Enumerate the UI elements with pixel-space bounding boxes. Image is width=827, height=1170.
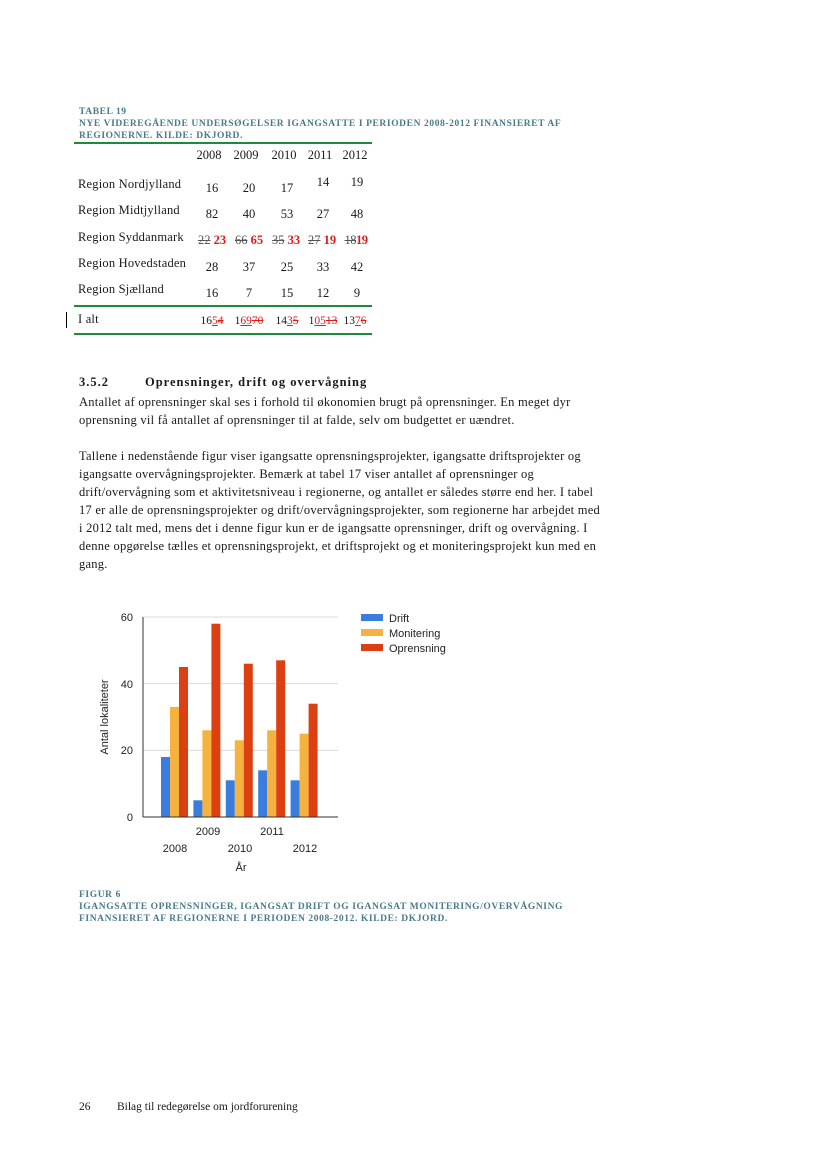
inserted-value: 65 [250,233,264,247]
page-footer [79,1101,298,1113]
figure-caption-title: IGANGSATTE OPRENSNINGER, IGANGSAT DRIFT OG IGANGSAT MONITERING/OVERVÅGNING [79,902,564,912]
row-label-midtjylland: Region Midtjylland [78,203,180,217]
inserted-value: 7 [355,315,361,327]
table-cell: 82 [205,207,219,221]
inserted-value: 69 [240,315,252,327]
table-cell: 37 [242,260,256,274]
text-line: Tallene i nedenstående figur viser igangsatte oprensningsprojekter, igangsatte driftsprojekter og [79,449,581,463]
row-label-sjaelland: Region Sjælland [78,282,164,296]
table-cell: 16 [205,286,219,300]
inserted-value: 19 [323,233,337,247]
deleted-value: 6 [360,315,367,327]
table-cell: 19 [350,175,364,189]
bar-monitering-2011 [267,730,276,817]
x-tick-label: 2011 [260,826,284,838]
legend-swatch-oprensning [361,644,383,651]
inserted-value: 05 [314,315,326,327]
x-tick-label: 2008 [162,843,188,855]
inserted-value: 19 [356,233,368,247]
bar-drift-2010 [226,780,235,817]
total-value: 14 [275,315,287,327]
table-cell: 53 [280,207,294,221]
x-tick-label: 2010 [227,843,253,855]
figure-caption-number: FIGUR 6 [79,890,121,900]
year-header-2011: 2011 [307,148,333,162]
table-cell: 14 [316,175,330,189]
bar-drift-2008 [161,757,170,817]
bar-oprensning-2011 [276,660,285,817]
row-label-nordjylland: Region Nordjylland [78,177,182,191]
table-cell: 28 [205,260,219,274]
table-cell: 12 [316,286,330,300]
x-tick-label: 2009 [195,826,221,838]
text-line: gang. [79,557,108,571]
deleted-value: 35 [271,233,285,247]
year-header-2012: 2012 [342,148,368,162]
deleted-value: 4 [217,315,224,327]
x-tick-label: 2012 [292,843,318,855]
section-number: 3.5.2 [79,375,109,389]
table-cell: 40 [242,207,256,221]
table-cell: 16 [205,181,219,195]
legend-swatch-drift [361,614,383,621]
table-cell: 9 [353,286,361,300]
table-cell: 33 [316,260,330,274]
table-cell: 25 [280,260,294,274]
y-tick-label: 40 [120,679,133,691]
year-header-2009: 2009 [233,148,259,162]
inserted-value: 33 [287,233,301,247]
table-cell: 27 [316,207,330,221]
bar-drift-2009 [193,800,202,817]
deleted-value: 18 [344,233,356,247]
text-line: denne opgørelse tælles et oprensningsprojekt, et driftsprojekt og et moniteringsprojekt kun med en [79,539,597,553]
total-value: 16 [200,315,212,327]
y-tick-label: 20 [120,745,133,757]
page-number: 26 [79,1101,91,1113]
bar-oprensning-2012 [309,704,318,817]
table-cell: 15 [280,286,294,300]
text-line: i 2012 talt med, mens det i denne figur kun er de igangsatte oprensninger, drift og overvågning. I [79,521,588,535]
y-axis-label: Antal lokaliteter [99,679,111,755]
inserted-value: 5 [212,315,218,327]
row-label-hovedstaden: Region Hovedstaden [78,256,187,270]
deleted-value: 22 [197,233,211,247]
deleted-value: 13 [325,315,338,327]
table-cell: 20 [242,181,256,195]
chart-bars [161,624,318,817]
figure-caption [79,889,563,925]
text-line: drift/overvågning som et aktivitetsniveau i regionerne, og antallet er således større end her. I tabel [79,485,594,499]
table-cell: 7 [245,286,253,300]
inserted-value: 23 [213,233,227,247]
legend-label-drift: Drift [389,613,410,625]
text-line: 17 er alle de oprensningsprojekter og drift/overvågningsprojekter, som regionerne har arbejdet med [79,503,601,517]
figure-caption-title-cont: FINANSIERET AF REGIONERNE I PERIODEN 2008-2012. KILDE: DKJORD. [79,914,448,924]
year-header-2008: 2008 [196,148,222,162]
bar-oprensning-2009 [211,624,220,817]
total-value: 1 [234,315,241,327]
y-tick-label: 60 [120,612,133,624]
y-tick-label: 0 [126,812,133,824]
bar-monitering-2008 [170,707,179,817]
bar-drift-2012 [291,780,300,817]
text-line: igangsatte overvågningsprojekter. Bemærk at tabel 17 viser antallet af oprensninger og [79,467,535,481]
inserted-value: 3 [287,315,293,327]
table-caption-number: TABEL 19 [79,107,127,117]
total-value: 13 [343,315,355,327]
deleted-value: 66 [234,233,248,247]
deleted-value: 70 [251,315,264,327]
table-cell: 48 [350,207,364,221]
year-header-2010: 2010 [271,148,297,162]
table-cell: 17 [280,181,294,195]
bar-monitering-2010 [235,740,244,817]
text-line: Antallet af oprensninger skal ses i forhold til økonomien brugt på oprensninger. En meget dyr [79,395,571,409]
deleted-value: 5 [292,315,299,327]
x-axis-label: År [235,862,247,874]
table-caption-title-cont: REGIONERNE. KILDE: DKJORD. [79,131,243,141]
text-line: oprensning vil få antallet af oprensninger til at falde, selv om budgettet er uændret. [79,413,515,427]
total-value: 1 [308,315,315,327]
bar-oprensning-2008 [179,667,188,817]
bar-oprensning-2010 [244,664,253,817]
footer-text: Bilag til redegørelse om jordforurening [117,1101,298,1113]
bar-drift-2011 [258,770,267,817]
row-label-syddanmark: Region Syddanmark [78,230,184,244]
deleted-value: 27 [307,233,321,247]
legend-swatch-monitering [361,629,383,636]
bar-monitering-2012 [300,734,309,817]
legend-label-monitering: Monitering [389,628,441,640]
legend-label-oprensning: Oprensning [389,643,446,655]
bar-monitering-2009 [202,730,211,817]
row-label-total: I alt [78,312,99,326]
table-caption-title: NYE VIDEREGÅENDE UNDERSØGELSER IGANGSATTE I PERIODEN 2008-2012 FINANSIERET AF [79,119,562,129]
table-cell: 42 [350,260,364,274]
section-title: Oprensninger, drift og overvågning [145,375,368,389]
